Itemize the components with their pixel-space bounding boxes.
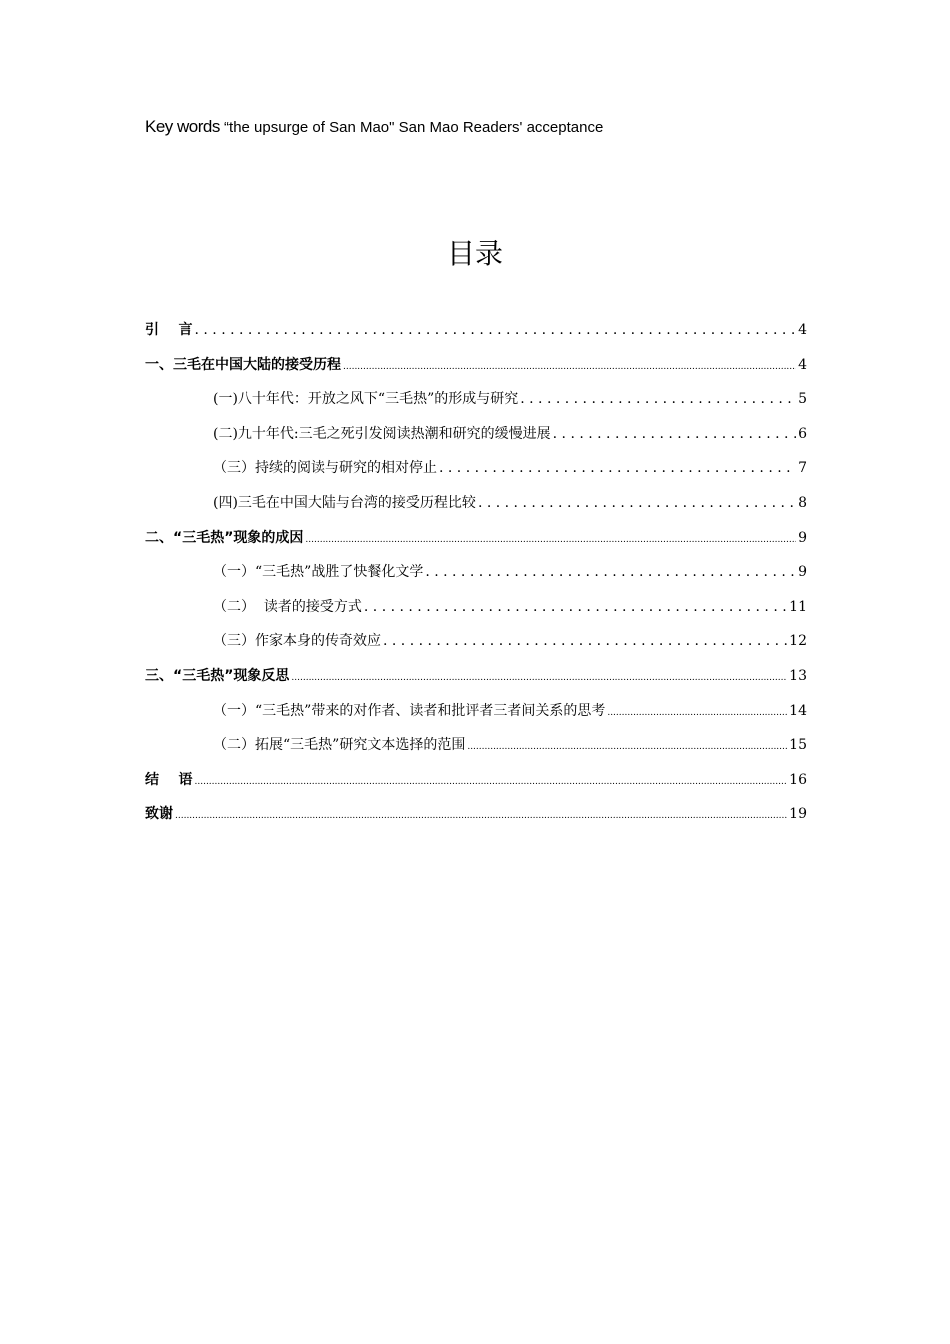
dot-leader (439, 451, 796, 486)
toc-page-number: 13 (789, 667, 807, 684)
toc-page-number: 4 (798, 322, 807, 338)
toc-entry-section-1-3[interactable] (145, 451, 807, 486)
toc-entry-text: 结 语 (145, 771, 193, 788)
toc-page-number: 16 (789, 771, 807, 788)
toc-page-number: 9 (798, 529, 807, 546)
toc-page-number: 15 (789, 737, 807, 754)
toc-entry-text: （一）“三毛热”战胜了快餐化文学 (213, 564, 424, 581)
toc-entry-section-3-1[interactable] (145, 694, 807, 729)
toc-entry-chapter-2[interactable] (145, 521, 807, 556)
dot-leader (305, 523, 796, 558)
toc-entry-introduction[interactable] (145, 313, 807, 348)
toc-entry-text: （三）持续的阅读与研究的相对停止 (213, 460, 437, 477)
toc-page-number: 14 (789, 702, 807, 719)
toc-entry-text: （二） 读者的接受方式 (213, 598, 362, 615)
toc-entry-section-1-2[interactable] (145, 417, 807, 452)
toc-page-number: 8 (798, 494, 807, 511)
dot-leader (195, 765, 788, 800)
toc-page-number: 12 (789, 633, 807, 650)
toc-entry-text: (二)九十年代:三毛之死引发阅读热潮和研究的缓慢进展 (213, 425, 551, 442)
toc-entry-acknowledgements[interactable] (145, 797, 807, 832)
toc-entry-section-2-2[interactable] (145, 590, 807, 625)
dot-leader (478, 486, 796, 521)
table-of-contents (145, 313, 807, 832)
dot-leader (520, 382, 796, 417)
dot-leader (343, 350, 796, 385)
dot-leader (195, 313, 797, 348)
toc-entry-chapter-3[interactable] (145, 659, 807, 694)
toc-entry-section-2-3[interactable] (145, 624, 807, 659)
toc-entry-text: 引 言 (145, 322, 193, 338)
toc-entry-text: (一)八十年代：开放之风下“三毛热”的形成与研究 (213, 391, 519, 408)
toc-entry-text: 一、三毛在中国大陆的接受历程 (145, 356, 341, 373)
dot-leader (364, 590, 787, 625)
toc-page-number: 5 (798, 391, 807, 408)
toc-title: 目录 (446, 237, 503, 270)
dot-leader (553, 417, 796, 452)
toc-page-number: 4 (798, 356, 807, 373)
toc-entry-chapter-1[interactable] (145, 348, 807, 383)
dot-leader (291, 661, 787, 696)
toc-page-number: 7 (798, 460, 807, 477)
dot-leader (175, 799, 787, 834)
dot-leader (425, 555, 796, 590)
toc-entry-text: （三）作家本身的传奇效应 (213, 633, 381, 650)
toc-page-number: 19 (789, 806, 807, 823)
toc-entry-text: （一）“三毛热”带来的对作者、读者和批评者三者间关系的思考 (213, 702, 606, 719)
toc-page-number: 9 (798, 564, 807, 581)
keywords-line (145, 117, 603, 137)
dot-leader (383, 624, 787, 659)
toc-entry-section-1-4[interactable] (145, 486, 807, 521)
keywords-text: “the upsurge of San Mao" San Mao Readers' acceptance (219, 119, 604, 136)
toc-entry-text: (四)三毛在中国大陆与台湾的接受历程比较 (213, 494, 476, 511)
dot-leader (607, 696, 787, 731)
toc-entry-section-1-1[interactable] (145, 382, 807, 417)
toc-page-number: 6 (798, 425, 807, 442)
toc-entry-text: 致谢 (145, 806, 173, 823)
dot-leader (467, 730, 787, 765)
keywords-label: Key words (145, 117, 220, 136)
toc-entry-text: （二）拓展“三毛热”研究文本选择的范围 (213, 737, 466, 754)
toc-entry-conclusion[interactable] (145, 763, 807, 798)
toc-entry-section-2-1[interactable] (145, 555, 807, 590)
toc-entry-section-3-2[interactable] (145, 728, 807, 763)
toc-page-number: 11 (789, 598, 807, 615)
toc-entry-text: 二、“三毛热”现象的成因 (145, 529, 304, 546)
toc-entry-text: 三、“三毛热”现象反思 (145, 667, 290, 684)
